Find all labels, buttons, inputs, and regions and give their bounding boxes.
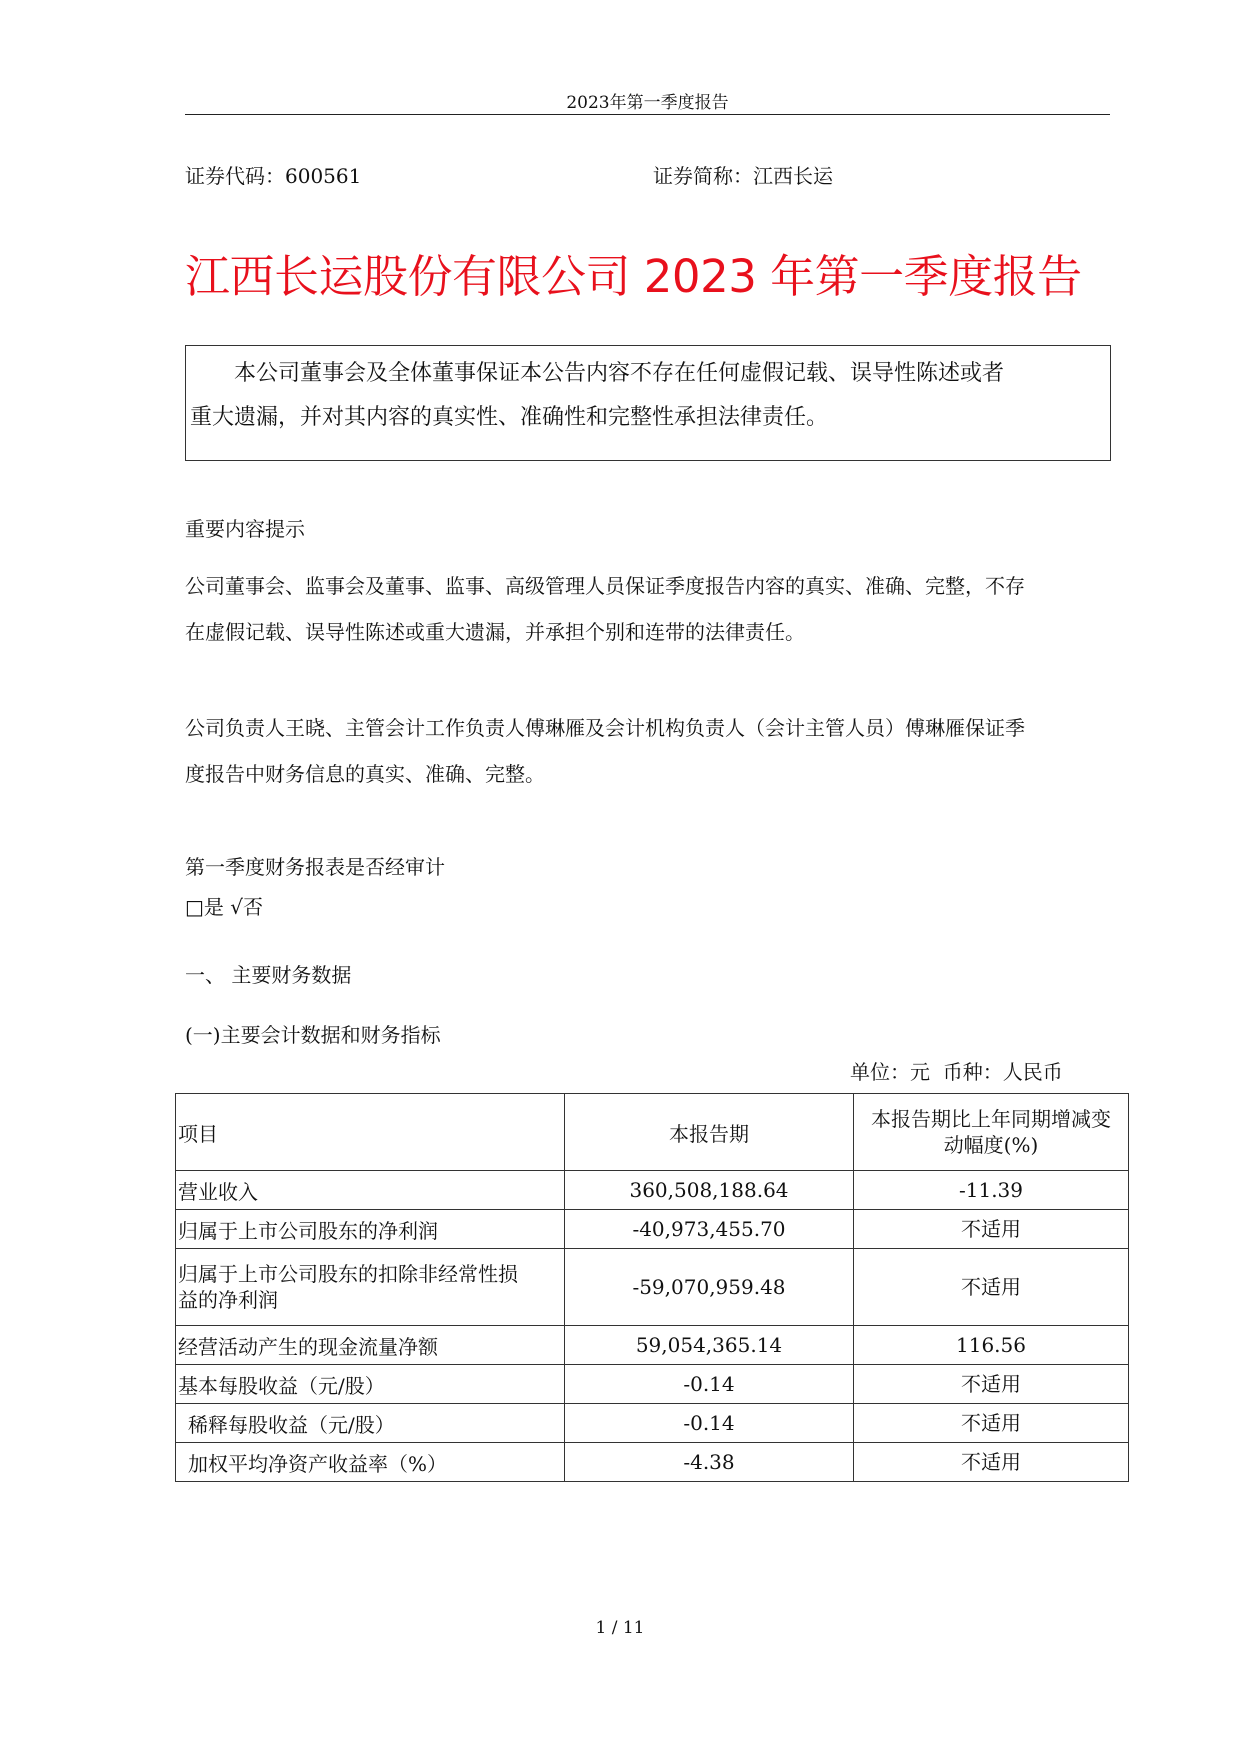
row-value: 360,508,188.64 — [565, 1171, 854, 1210]
header-divider — [185, 114, 1110, 115]
table-row — [176, 1404, 1129, 1443]
row-item: 归属于上市公司股东的净利润 — [176, 1210, 565, 1249]
page-number: 1 / 11 — [595, 1618, 645, 1638]
statement-line-2: 重大遗漏，并对其内容的真实性、准确性和完整性承担法律责任。 — [190, 405, 829, 430]
row-item — [176, 1249, 565, 1326]
running-header: 2023年第一季度报告 — [566, 93, 729, 113]
row-change: 不适用 — [854, 1210, 1129, 1249]
row-item: 基本每股收益（元/股） — [176, 1365, 565, 1404]
board-statement-box — [185, 345, 1111, 461]
important-para2-line2: 度报告中财务信息的真实、准确、完整。 — [185, 762, 545, 786]
row-change: 不适用 — [854, 1249, 1129, 1326]
row-change: 不适用 — [854, 1443, 1129, 1482]
important-paragraph-1 — [185, 563, 1105, 655]
row-item: 稀释每股收益（元/股） — [176, 1404, 565, 1443]
table-row — [176, 1326, 1129, 1365]
row-change: 不适用 — [854, 1365, 1129, 1404]
header-current-period: 本报告期 — [565, 1094, 854, 1171]
header-change-line1: 本报告期比上年同期增减变 — [871, 1107, 1111, 1131]
row-item: 加权平均净资产收益率（%） — [176, 1443, 565, 1482]
row-value: 59,054,365.14 — [565, 1326, 854, 1365]
important-heading: 重要内容提示 — [185, 517, 305, 541]
important-para2-line1: 公司负责人王晓、主管会计工作负责人傅琳雁及会计机构负责人（会计主管人员）傅琳雁保证季 — [185, 716, 1025, 740]
table-row — [176, 1210, 1129, 1249]
row-item-line1: 归属于上市公司股东的扣除非经常性损 — [178, 1262, 518, 1286]
important-paragraph-2 — [185, 705, 1105, 797]
row-value: -40,973,455.70 — [565, 1210, 854, 1249]
row-value: -0.14 — [565, 1365, 854, 1404]
securities-abbreviation: 证券简称：江西长运 — [653, 164, 833, 188]
header-change — [854, 1094, 1129, 1171]
row-change: 不适用 — [854, 1404, 1129, 1443]
financial-data-table — [175, 1093, 1129, 1482]
table-header-row — [176, 1094, 1129, 1171]
financial-table-wrapper — [175, 1093, 1129, 1482]
header-item: 项目 — [176, 1094, 565, 1171]
row-item: 营业收入 — [176, 1171, 565, 1210]
row-item: 经营活动产生的现金流量净额 — [176, 1326, 565, 1365]
table-row — [176, 1171, 1129, 1210]
table-row — [176, 1365, 1129, 1404]
important-para1-line2: 在虚假记载、误导性陈述或重大遗漏，并承担个别和连带的法律责任。 — [185, 620, 805, 644]
audit-options: □是 √否 — [185, 895, 263, 919]
header-change-line2: 动幅度(%) — [943, 1133, 1039, 1157]
table-row — [176, 1443, 1129, 1482]
table-row — [176, 1249, 1129, 1326]
row-item-line2: 益的净利润 — [178, 1288, 278, 1312]
report-title: 江西长运股份有限公司 2023 年第一季度报告 — [185, 250, 1082, 303]
securities-code: 证券代码：600561 — [185, 164, 362, 188]
section-1-subheading: (一)主要会计数据和财务指标 — [185, 1023, 441, 1047]
row-value: -0.14 — [565, 1404, 854, 1443]
row-change: 116.56 — [854, 1326, 1129, 1365]
audit-question: 第一季度财务报表是否经审计 — [185, 855, 445, 879]
row-value: -59,070,959.48 — [565, 1249, 854, 1326]
section-1-heading: 一、 主要财务数据 — [185, 963, 352, 987]
important-para1-line1: 公司董事会、监事会及董事、监事、高级管理人员保证季度报告内容的真实、准确、完整，不存 — [185, 574, 1025, 598]
statement-line-1: 本公司董事会及全体董事保证本公告内容不存在任何虚假记载、误导性陈述或者 — [234, 361, 1005, 386]
unit-currency-note: 单位：元 币种：人民币 — [850, 1060, 1063, 1084]
row-value: -4.38 — [565, 1443, 854, 1482]
row-change: -11.39 — [854, 1171, 1129, 1210]
